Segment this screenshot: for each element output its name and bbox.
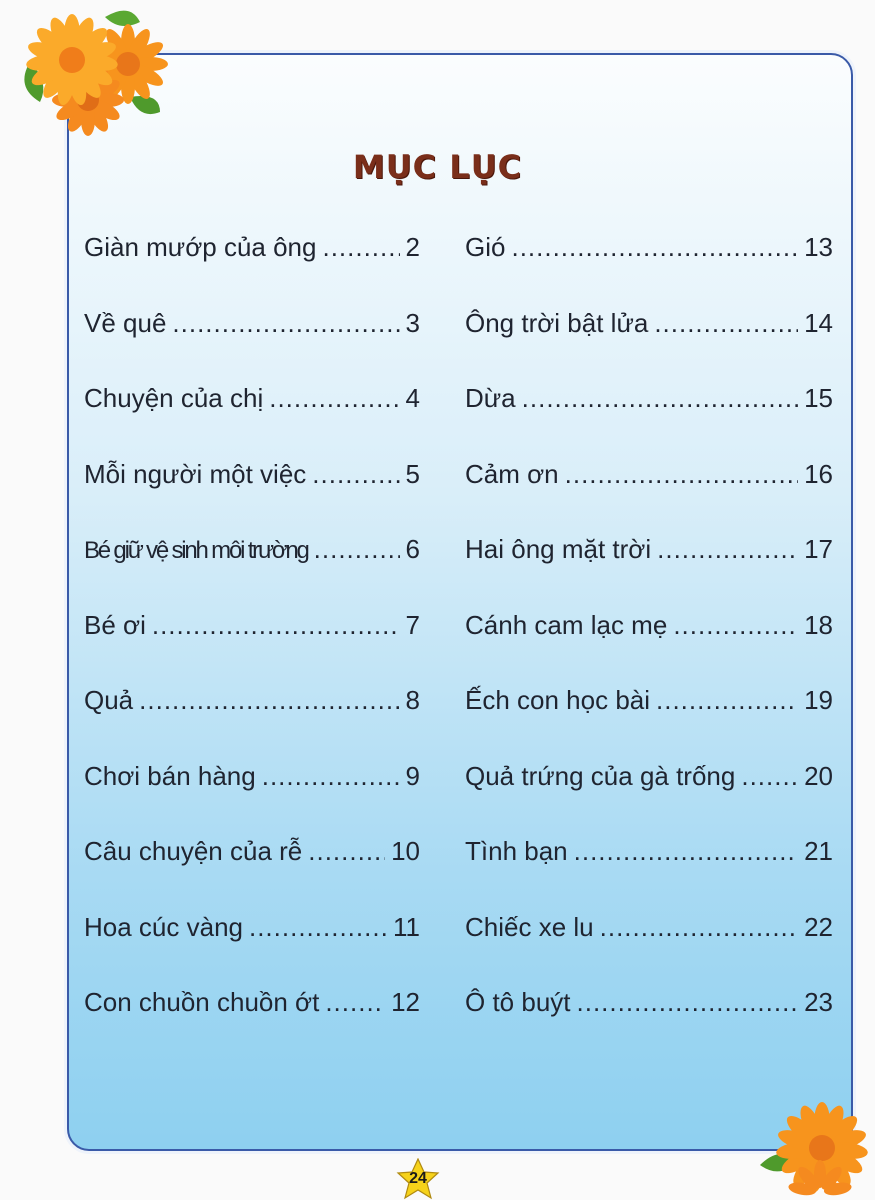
toc-dot-leader	[312, 459, 399, 490]
toc-entry-title: Tình bạn	[465, 836, 568, 866]
toc-entry[interactable]	[465, 761, 833, 837]
toc-dot-leader	[172, 308, 399, 339]
toc-entry[interactable]	[84, 912, 420, 988]
toc-entry-page: 11	[393, 911, 420, 942]
toc-entry[interactable]	[465, 459, 833, 535]
toc-entry[interactable]	[465, 534, 833, 610]
toc-dot-leader	[741, 761, 798, 792]
toc-entry-title: Hai ông mặt trời	[465, 534, 652, 564]
toc-entry[interactable]	[84, 308, 420, 384]
toc-entry-page: 6	[405, 534, 420, 564]
toc-entry-page: 20	[804, 760, 833, 791]
toc-entry-title: Bé ơi	[84, 609, 146, 640]
toc-entry-page: 7	[405, 609, 420, 640]
toc-dot-leader	[152, 610, 400, 641]
toc-dot-leader	[673, 610, 798, 641]
toc-entry-title: Con chuồn chuồn ớt	[84, 987, 320, 1017]
toc-entry[interactable]	[465, 610, 833, 686]
toc-dot-leader	[139, 685, 399, 716]
toc-entry-title: Cánh cam lạc mẹ	[465, 609, 668, 640]
toc-entry-title: Ông trời bật lửa	[465, 307, 649, 338]
flower-decoration-bottom-right-icon	[760, 1100, 875, 1200]
toc-dot-leader	[262, 761, 400, 792]
toc-entry-page: 13	[804, 232, 833, 262]
toc-dot-leader	[565, 459, 798, 490]
toc-entry[interactable]	[84, 761, 420, 837]
toc-entry-page: 3	[405, 307, 420, 338]
toc-entry[interactable]	[465, 232, 833, 308]
toc-entry-title: Quả trứng của gà trống	[465, 760, 736, 791]
toc-entry-title: Câu chuyện của rễ	[84, 836, 303, 866]
toc-entry-title: Gió	[465, 232, 506, 262]
page-number: 24	[409, 1170, 427, 1187]
toc-dot-leader	[314, 534, 400, 565]
toc-entry[interactable]	[465, 685, 833, 761]
toc-entry[interactable]	[465, 912, 833, 988]
toc-entry-page: 9	[405, 760, 420, 791]
toc-entry-page: 23	[804, 987, 833, 1017]
toc-dot-leader	[654, 308, 798, 339]
toc-entry-title: Chơi bán hàng	[84, 760, 256, 791]
toc-entry[interactable]	[465, 987, 833, 1063]
toc-entry-page: 5	[405, 458, 420, 489]
toc-entry[interactable]	[84, 836, 420, 912]
toc-dot-leader	[325, 987, 385, 1018]
toc-entry-title: Dừa	[465, 383, 516, 413]
toc-entry[interactable]	[84, 459, 420, 535]
toc-dot-leader	[522, 383, 798, 414]
toc-entry-title: Hoa cúc vàng	[84, 911, 243, 942]
toc-dot-leader	[577, 987, 799, 1018]
toc-entry-title: Quả	[84, 685, 134, 715]
toc-entry-title: Cảm ơn	[465, 458, 559, 489]
toc-entry-page: 16	[804, 458, 833, 489]
page-title: MỤC LỤC	[352, 148, 523, 186]
toc-entry[interactable]	[465, 308, 833, 384]
toc-entry-title: Chuyện của chị	[84, 383, 264, 413]
toc-entry-title: Về quê	[84, 307, 167, 338]
toc-entry-page: 14	[804, 307, 833, 338]
toc-entry-title: Chiếc xe lu	[465, 911, 594, 942]
toc-entry-title: Mỗi người một việc	[84, 458, 307, 489]
toc-entry-page: 8	[405, 685, 420, 715]
toc-dot-leader	[511, 232, 798, 263]
toc-dot-leader	[600, 912, 798, 943]
toc-entry[interactable]	[84, 685, 420, 761]
toc-entry-page: 12	[391, 987, 420, 1017]
toc-dot-leader	[269, 383, 399, 414]
toc-dot-leader	[574, 836, 798, 867]
toc-entry-title: Ô tô buýt	[465, 987, 571, 1017]
toc-entry-page: 22	[804, 911, 833, 942]
toc-dot-leader	[249, 912, 387, 943]
toc-entry-title: Ếch con học bài	[465, 685, 651, 715]
toc-entry[interactable]	[84, 232, 420, 308]
toc-dot-leader	[308, 836, 385, 867]
toc-entry[interactable]	[84, 610, 420, 686]
flower-decoration-top-left-icon	[10, 2, 170, 142]
toc-dot-leader	[656, 685, 798, 716]
toc-entry-title: Bé giữ vệ sinh môi trường	[84, 537, 308, 564]
toc-entry[interactable]	[84, 987, 420, 1063]
toc-entry-page: 21	[804, 836, 833, 866]
toc-dot-leader	[322, 232, 399, 263]
toc-right-column	[465, 232, 833, 1063]
toc-entry-page: 18	[804, 609, 833, 640]
toc-entry-page: 19	[804, 685, 833, 715]
toc-entry-page: 10	[391, 836, 420, 866]
toc-left-column	[84, 232, 420, 1063]
toc-entry-page: 4	[405, 383, 420, 413]
toc-entry[interactable]	[465, 383, 833, 459]
toc-dot-leader	[657, 534, 798, 565]
toc-entry-page: 15	[804, 383, 833, 413]
toc-entry-page: 17	[804, 534, 833, 564]
toc-entry[interactable]	[84, 383, 420, 459]
toc-entry[interactable]	[84, 534, 420, 610]
toc-entry-page: 2	[405, 232, 420, 262]
toc-entry-title: Giàn mướp của ông	[84, 232, 317, 262]
toc-entry[interactable]	[465, 836, 833, 912]
